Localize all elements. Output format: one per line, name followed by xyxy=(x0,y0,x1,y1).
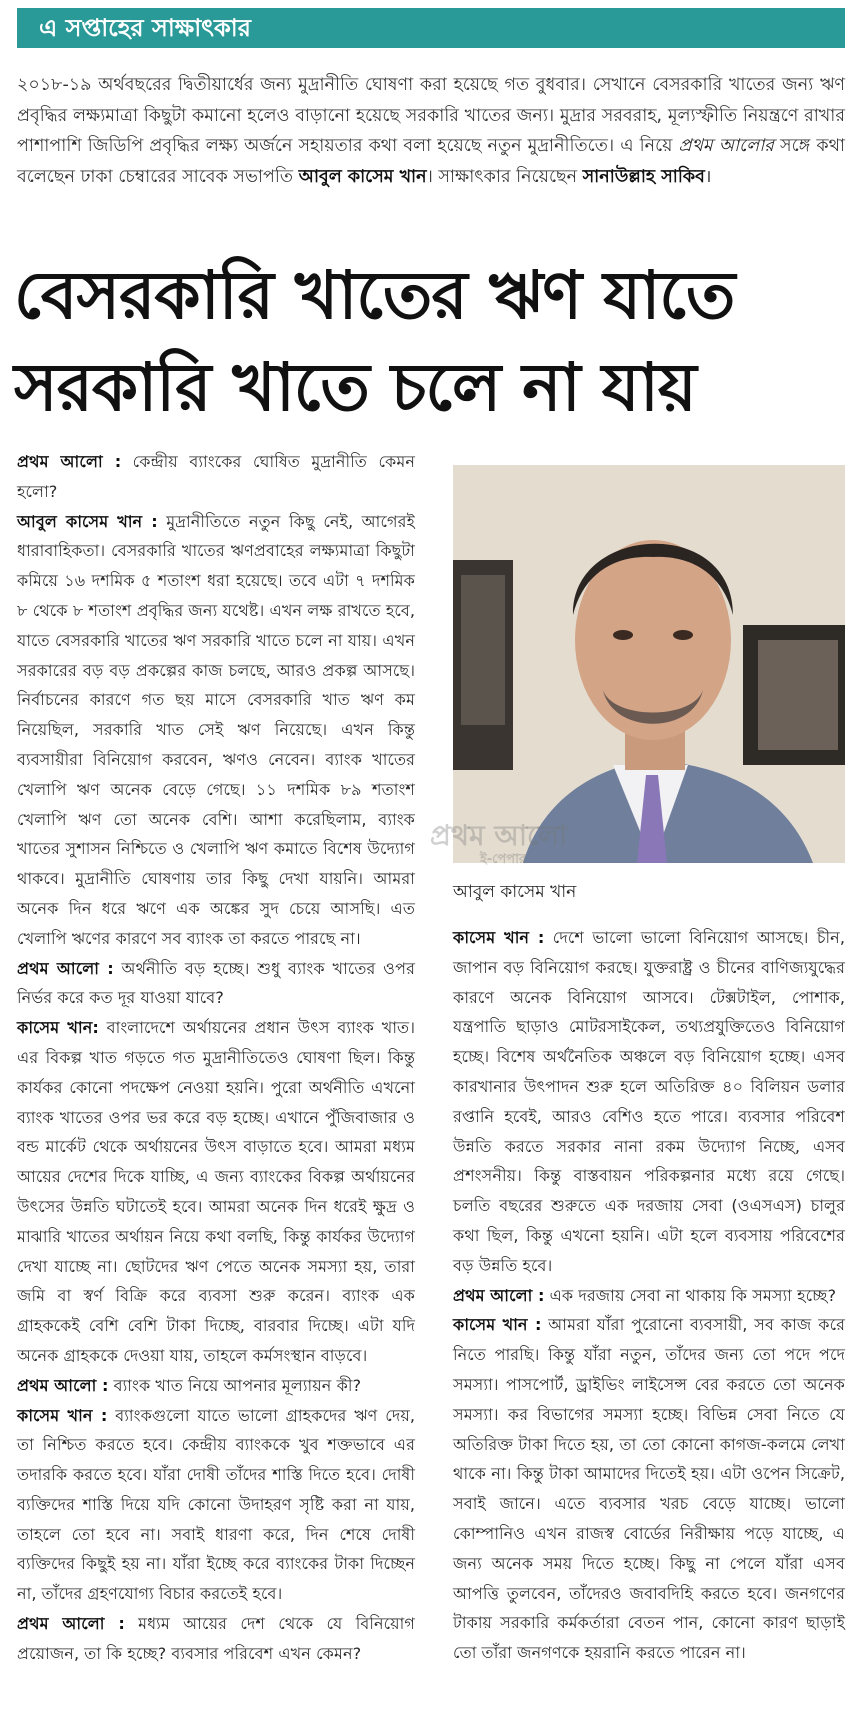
answer-text: দেশে ভালো ভালো বিনিয়োগ আসছে। চীন, জাপান বড় বিনিয়োগ করছে। যুক্তরাষ্ট্র ও চীনের বাণিজ্যযুদ্ধের কারণে অনেক বিনিয়োগ আসবে। টেক্সটাইল, পোশাক, যন্ত্রপাতি ছাড়াও মোটরসাইকেল, তথ্যপ্রযুক্তিতেও বিনিয়োগ হচ্ছে। বিশেষ অর্থনৈতিক অঞ্চলে বড় বিনিয়োগ হচ্ছে। এসব কারখানার উৎপাদন শুরু হলে অতিরিক্ত ৪০ বিলিয়ন ডলার রপ্তানি হবেই, আরও বেশিও হতে পারে। ব্যবসার পরিবেশ উন্নতি করতে সরকার নানা রকম উদ্যোগ নিচ্ছে, এসব প্রশংসনীয়। কিন্তু বাস্তবায়ন পরিকল্পনার মধ্যে রয়ে গেছে। চলতি বছরের শুরুতে এক দরজায় সেবা (ওএসএস) চালুর কথা ছিল, কিন্তু এখনো হয়নি। এটা হলে ব্যবসায় পরিবেশের বড় উন্নতি হবে। xyxy=(453,928,845,1275)
newspaper-name: প্রথম আলোর xyxy=(678,136,774,156)
headline-line-1: বেসরকারি খাতের ঋণ যাতে xyxy=(14,257,735,334)
headline xyxy=(14,250,854,434)
answer-text: অর্থনীতি বড় হচ্ছে। শুধু ব্যাংক খাতের ওপর নির্ভর করে কত দূর যাওয়া যাবে? xyxy=(17,958,415,1008)
answer-text: মধ্যম আয়ের দেশ থেকে যে বিনিয়োগ প্রয়োজন, তা কি হচ্ছে? ব্যবসার পরিবেশ এখন কেমন? xyxy=(17,1614,415,1663)
qa-paragraph xyxy=(17,1609,415,1669)
answer-text: ব্যাংক খাত নিয়ে আপনার মূল্যায়ন কী? xyxy=(108,1375,362,1395)
watermark: প্রথম আলো ই-পেপার xyxy=(430,819,568,867)
answer-text: আমরা যাঁরা পুরোনো ব্যবসায়ী, সব কাজ করে নিতে পারছি। কিন্তু যাঁরা নতুন, তাঁদের জন্য তো পদে পদে সমস্যা। পাসপোর্ট, ড্রাইভিং লাইসেন্স বের করতে তো অনেক সমস্যা। কর বিভাগের সমস্যা হচ্ছে। বিভিন্ন সেবা নিতে যে অতিরিক্ত টাকা দিতে হয়, তা তো কোনো কাগজ-কলমে লেখা থাকে না। কিন্তু টাকা আমাদের দিতেই হয়। এটা ওপেন সিক্রেট, সবাই জানে। এতে ব্যবসার খরচ বেড়ে যাচ্ছে। ভালো কোম্পানিও এখন রাজস্ব বোর্ডের নিরীক্ষায় পড়ে যাচ্ছে, এ জন্য অনেক সময় দিতে হচ্ছে। কিছু না পেলে যাঁরা এসব আপত্তি তুলবেন, তাঁদেরও জবাবদিহি করতে হবে। জনগণের টাকায় সরকারি কর্মকর্তারা বেতন পান, কোনো কারণ ছাড়াই তো তাঁরা জনগণকে হয়রানি করতে পারেন না। xyxy=(453,1315,845,1663)
qa-paragraph xyxy=(17,1401,415,1610)
answer-text: মুদ্রানীতিতে নতুন কিছু নেই, আগেরই ধারাবাহিকতা। বেসরকারি খাতের ঋণপ্রবাহের লক্ষ্যমাত্রা কিছুটা কমিয়ে ১৬ দশমিক ৫ শতাংশ ধরা হয়েছে। তবে এটা ৭ দশমিক ৮ থেকে ৮ শতাংশ প্রবৃদ্ধির জন্য যথেষ্ট। এখন লক্ষ রাখতে হবে, যাতে বেসরকারি খাতের ঋণ সরকারি খাতে চলে না যায়। এখন সরকারের বড় বড় প্রকল্পের কাজ চলছে, আরও প্রকল্প আসছে। নির্বাচনের কারণে গত ছয় মাসে বেসরকারি খাত ঋণ কম নিয়েছিল, সরকারি খাত সেই ঋণ নিয়েছে। এখন কিন্তু ব্যবসায়ীরা বিনিয়োগ করবেন, ঋণও নেবেন। ব্যাংক খাতের খেলাপি ঋণ অনেক বেড়ে গেছে। ১১ দশমিক ৮৯ শতাংশ খেলাপি ঋণ তো অনেক বেশি। আশা করেছিলাম, ব্যাংক খাতের সুশাসন নিশ্চিতে ও খেলাপি ঋণ কমাতে বিশেষ উদ্যোগ থাকবে। মুদ্রানীতি ঘোষণায় তার কিছু দেখা যায়নি। আমরা অনেক দিন ধরে ঋণে এক অঙ্কের সুদ চেয়ে আসছি। এত খেলাপি ঋণের কারণে সব ব্যাংক তা করতে পারছে না। xyxy=(17,511,415,948)
speaker-label: প্রথম আলো : xyxy=(17,1375,109,1395)
qa-paragraph xyxy=(17,954,415,1014)
qa-paragraph xyxy=(453,1310,845,1668)
qa-paragraph xyxy=(17,447,415,507)
speaker-label: কাসেম খান: xyxy=(17,1018,99,1038)
qa-paragraph xyxy=(17,1371,415,1401)
answer-text: বাংলাদেশে অর্থায়নের প্রধান উৎস ব্যাংক খাত। এর বিকল্প খাত গড়তে গত মুদ্রানীতিতেও ঘোষণা ছিল। কিন্তু কার্যকর কোনো পদক্ষেপ নেওয়া হয়নি। পুরো অর্থনীতি এখনো ব্যাংক খাতের ওপর ভর করে বড় হচ্ছে। এখানে পুঁজিবাজার ও বন্ড মার্কেট থেকে অর্থায়নের উৎস বাড়াতে হবে। আমরা মধ্যম আয়ের দেশের দিকে যাচ্ছি, এ জন্য ব্যাংকের বিকল্প অর্থায়নের উৎসের উন্নতি ঘটাতেই হবে। আমরা অনেক দিন ধরেই ক্ষুদ্র ও মাঝারি খাতের অর্থায়ন নিয়ে কথা বলছি, কিন্তু কার্যকর উদ্যোগ দেখা যাচ্ছে না। ছোটদের ঋণ পেতে অনেক সমস্যা হয়, তারা জমি বা স্বর্ণ বিক্রি করে ব্যবসা শুরু করেন। ব্যাংক এক গ্রাহককেই বেশি বেশি টাকা দিচ্ছে, বারবার দিচ্ছে। এটা যদি অনেক গ্রাহককে দেওয়া যায়, তাহলে কর্মসংস্থান বাড়বে। xyxy=(17,1018,415,1365)
speaker-label: কাসেম খান : xyxy=(453,928,545,947)
interviewer-name: সানাউল্লাহ সাকিব xyxy=(582,166,705,187)
speaker-label: প্রথম আলো : xyxy=(17,452,122,471)
speaker-label: প্রথম আলো : xyxy=(17,1614,125,1634)
answer-text: এক দরজায় সেবা না থাকায় কি সমস্যা হচ্ছে? xyxy=(544,1285,837,1305)
qa-paragraph xyxy=(453,1281,845,1311)
speaker-label: প্রথম আলো : xyxy=(17,958,114,978)
answer-text: কেন্দ্রীয় ব্যাংকের ঘোষিত মুদ্রানীতি কেমন হলো? xyxy=(17,452,415,501)
speaker-label: কাসেম খান : xyxy=(17,1405,108,1425)
qa-paragraph xyxy=(453,923,845,1281)
headline-line-2: সরকারি খাতে চলে না যায় xyxy=(14,349,696,426)
portrait-photo xyxy=(453,465,845,863)
photo-caption: আবুল কাসেম খান xyxy=(453,882,577,902)
speaker-label: প্রথম আলো : xyxy=(453,1285,545,1305)
interviewee-name: আবুল কাসেম খান xyxy=(298,166,427,187)
intro-paragraph: ২০১৮-১৯ অর্থবছরের দ্বিতীয়ার্ধের জন্য মুদ্রানীতি ঘোষণা করা হয়েছে গত বুধবার। সেখানে বেসরকারি খাতের জন্য ঋণ প্রবৃদ্ধির লক্ষ্যমাত্রা কিছুটা কমানো হলেও বাড়ানো হয়েছে সরকারি খাতের জন্য। মুদ্রার সরবরাহ, মূল্যস্ফীতি নিয়ন্ত্রণে রাখার পাশাপাশি জিডিপি প্রবৃদ্ধির লক্ষ্য অর্জনে সহায়তার কথা বলা হয়েছে নতুন মুদ্রানীতিতে। এ নিয়ে প্রথম আলোর সঙ্গে কথা বলেছেন ঢাকা চেম্বারের সাবেক সভাপতি আবুল কাসেম খান। সাক্ষাৎকার নিয়েছেন সানাউল্লাহ সাকিব। xyxy=(17,75,845,187)
speaker-label: কাসেম খান : xyxy=(453,1315,542,1335)
speaker-label: আবুল কাসেম খান : xyxy=(17,511,158,531)
right-column xyxy=(453,923,845,1668)
banner-title: এ সপ্তাহের সাক্ষাৎকার xyxy=(39,14,251,42)
section-banner xyxy=(17,8,845,48)
qa-paragraph xyxy=(17,1013,415,1371)
qa-paragraph xyxy=(17,507,415,954)
left-column xyxy=(17,447,415,1669)
answer-text: ব্যাংকগুলো যাতে ভালো গ্রাহকদের ঋণ দেয়, তা নিশ্চিত করতে হবে। কেন্দ্রীয় ব্যাংককে খুব শক্তভাবে এর তদারকি করতে হবে। যাঁরা দোষী তাঁদের শাস্তি দিতে হবে। দোষী ব্যক্তিদের শাস্তি দিয়ে যদি কোনো উদাহরণ সৃষ্টি করা না যায়, তাহলে তো হবে না। সবাই ধারণা করে, দিন শেষে দোষী ব্যক্তিদের কিছুই হয় না। যাঁরা ইচ্ছে করে ব্যাংকের টাকা দিচ্ছেন না, তাঁদের গ্রহণযোগ্য বিচার করতেই হবে। xyxy=(17,1405,416,1604)
